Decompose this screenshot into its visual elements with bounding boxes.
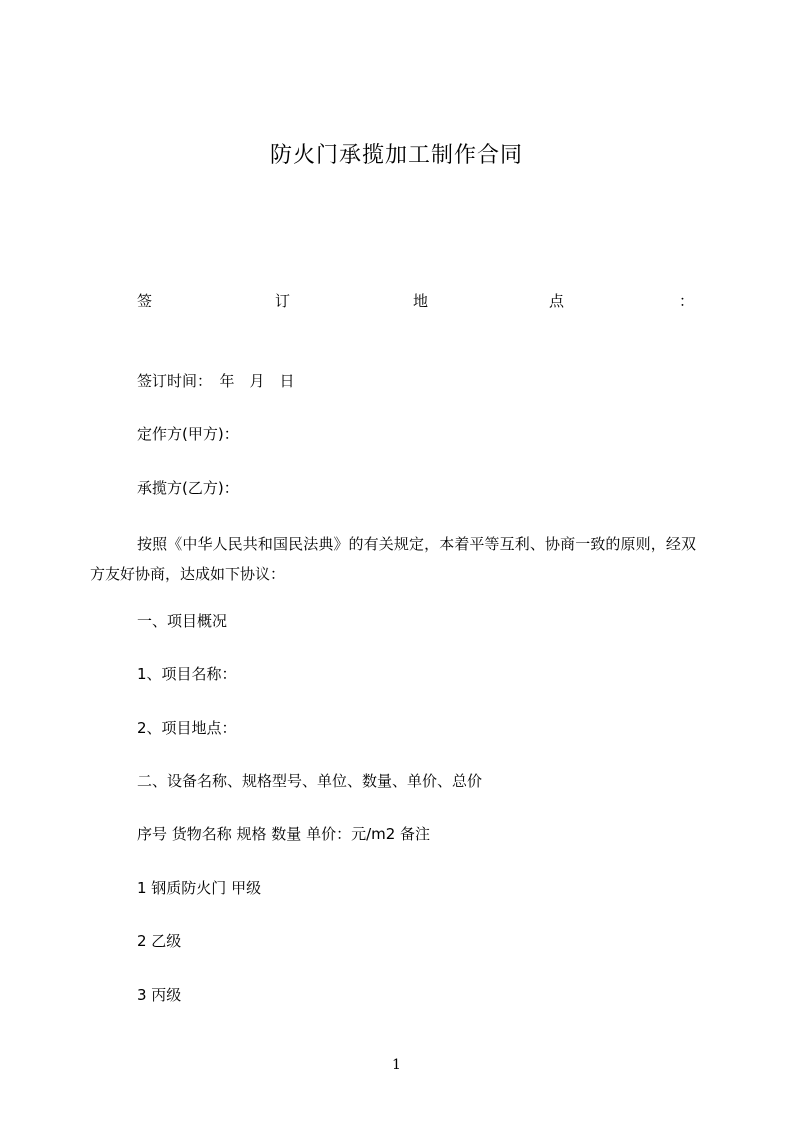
table-row: 2 乙级 — [137, 932, 182, 950]
project-name-item: 1、项目名称： — [137, 665, 237, 683]
signing-place-char-2: 订 — [275, 292, 291, 310]
signing-place-line — [137, 290, 693, 312]
signing-time: 签订时间： 年 月 日 — [137, 372, 295, 390]
project-location-item: 2、项目地点： — [137, 719, 237, 737]
section-2-heading: 二、设备名称、规格型号、单位、数量、单价、总价 — [137, 772, 483, 790]
signing-place-char-4: 点 — [549, 292, 565, 310]
section-1-heading: 一、项目概况 — [137, 612, 228, 630]
party-b-label: 承揽方(乙方)： — [137, 479, 239, 497]
signing-place-char-1: 签 — [137, 292, 153, 310]
party-a-label: 定作方(甲方)： — [137, 425, 239, 443]
signing-place-colon: ： — [679, 292, 695, 310]
table-row: 3 丙级 — [137, 986, 182, 1004]
intro-paragraph: 按照《中华人民共和国民法典》的有关规定，本着平等互利、协商一致的原则，经双方友好协商，达成如下协议： — [90, 535, 696, 583]
document-title: 防火门承揽加工制作合同 — [269, 143, 523, 168]
signing-place-char-3: 地 — [413, 292, 429, 310]
page-number: 1 — [392, 1057, 401, 1073]
table-row: 1 钢质防火门 甲级 — [137, 879, 262, 897]
table-header: 序号 货物名称 规格 数量 单价：元/m2 备注 — [137, 825, 431, 843]
